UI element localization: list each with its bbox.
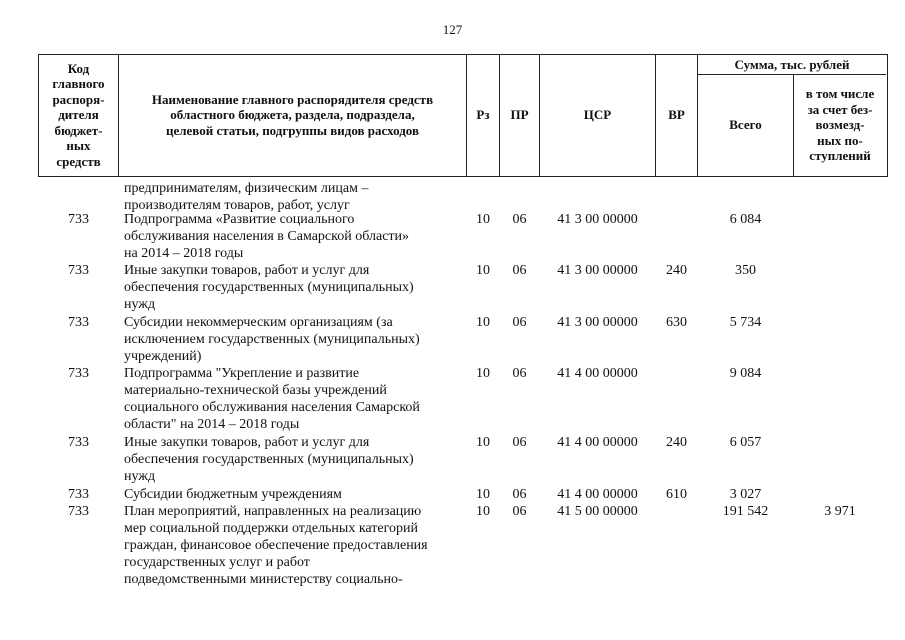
- row-vr: 240: [666, 435, 687, 450]
- header-rz: Рз: [476, 107, 490, 123]
- row-name: Иные закупки товаров, работ и услуг для обеспечения государственных (муниципальных) нужд: [124, 435, 414, 484]
- header-csr: ЦСР: [583, 107, 612, 123]
- row-name: План мероприятий, направленных на реализацию мер социальной поддержки отдельных категорий граждан, финансовое обеспечение предоставления государственных услуг и работ подведомственными министерству социально-: [124, 504, 428, 587]
- row-vr: 240: [666, 263, 687, 278]
- row-code: 733: [68, 366, 89, 381]
- row-code: 733: [68, 504, 89, 519]
- row-pr: 06: [512, 435, 527, 450]
- row-rz: 10: [476, 263, 490, 278]
- row-csr: 41 5 00 00000: [557, 504, 638, 519]
- row-vr: 630: [666, 315, 687, 330]
- row-pr: 06: [512, 487, 527, 502]
- header-name: Наименование главного распорядителя средств областного бюджета, раздела, подраздела, целевой статьи, подгруппы видов расходов: [151, 91, 434, 138]
- row-code: 733: [68, 263, 89, 278]
- page-number: 127: [442, 22, 463, 37]
- row-pr: 06: [512, 366, 527, 381]
- row-name: Субсидии некоммерческим организациям (за исключением государственных (муниципальных) учреждений): [124, 315, 420, 364]
- header-total: Всего: [729, 117, 762, 133]
- header-pr: ПР: [510, 107, 529, 123]
- row-csr: 41 3 00 00000: [557, 263, 638, 278]
- row-csr: 41 4 00 00000: [557, 366, 638, 381]
- row-code: 733: [68, 435, 89, 450]
- row-total: 6 084: [729, 212, 762, 227]
- row-name: Субсидии бюджетным учреждениям: [124, 487, 342, 502]
- header-incl: в том числе за счет без- возмезд- ных по- ступлений: [805, 86, 875, 164]
- row-csr: 41 4 00 00000: [557, 487, 638, 502]
- row-csr: 41 3 00 00000: [557, 212, 638, 227]
- row-rz: 10: [476, 212, 490, 227]
- row-pr: 06: [512, 315, 527, 330]
- row-csr: 41 4 00 00000: [557, 435, 638, 450]
- row-name: Иные закупки товаров, работ и услуг для обеспечения государственных (муниципальных) нужд: [124, 263, 414, 312]
- row-pr: 06: [512, 212, 527, 227]
- header-vr: ВР: [668, 107, 685, 123]
- row-incl: 3 971: [824, 504, 856, 519]
- row-rz: 10: [476, 487, 490, 502]
- row-name: Подпрограмма «Развитие социального обслуживания населения в Самарской области» на 2014 – 2018 годы: [124, 212, 410, 261]
- row-code: 733: [68, 487, 89, 502]
- header-sum-group: Сумма, тыс. рублей: [734, 56, 850, 72]
- row-csr: 41 3 00 00000: [557, 315, 638, 330]
- row-code: 733: [68, 315, 89, 330]
- row-total: 350: [735, 263, 756, 278]
- row-total: 3 027: [729, 487, 762, 502]
- row-pr: 06: [512, 504, 527, 519]
- row-rz: 10: [476, 366, 490, 381]
- header-code: Код главного распоря- дителя бюджет- ных средств: [52, 60, 105, 169]
- row-code: 733: [68, 212, 89, 227]
- row-name: Подпрограмма "Укрепление и развитие материально-технической базы учреждений социального обслуживания населения Самарской области" на 2014 – 2018 годы: [124, 366, 420, 432]
- continuation-text: предпринимателям, физическим лицам – производителям товаров, работ, услуг: [124, 181, 369, 213]
- row-total: 9 084: [729, 366, 762, 381]
- row-rz: 10: [476, 504, 490, 519]
- row-rz: 10: [476, 435, 490, 450]
- row-rz: 10: [476, 315, 490, 330]
- row-total: 5 734: [729, 315, 762, 330]
- row-total: 191 542: [722, 504, 769, 519]
- row-total: 6 057: [729, 435, 762, 450]
- row-pr: 06: [512, 263, 527, 278]
- row-vr: 610: [666, 487, 687, 502]
